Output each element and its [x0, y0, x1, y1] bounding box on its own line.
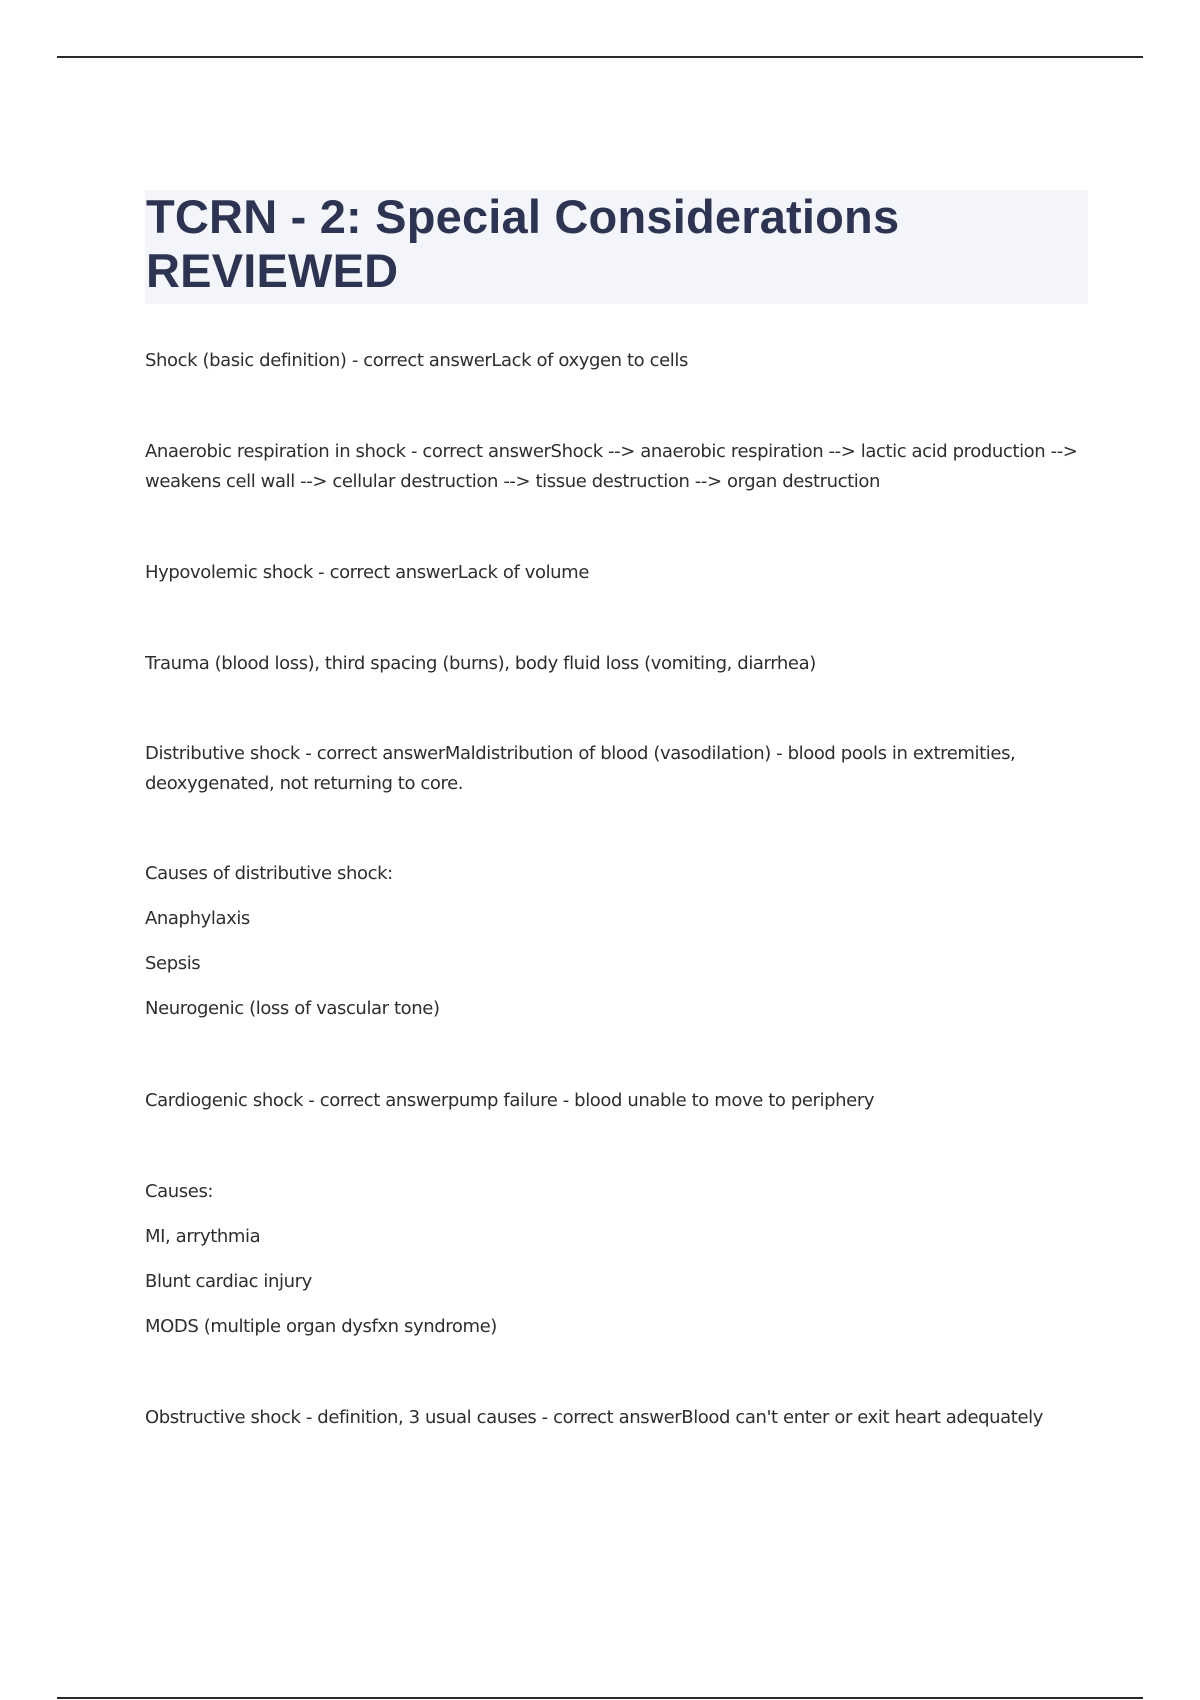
entry-distributive-causes-heading: Causes of distributive shock:: [145, 863, 393, 884]
entry-cause-blunt-cardiac-injury: Blunt cardiac injury: [145, 1271, 312, 1292]
entry-cardiogenic-shock: Cardiogenic shock - correct answerpump failure - blood unable to move to periphery: [145, 1090, 875, 1111]
entry-hypovolemic-shock: Hypovolemic shock - correct answerLack of volume: [145, 562, 589, 583]
entry-cause-mi-arrythmia: MI, arrythmia: [145, 1226, 261, 1247]
entry-obstructive-shock: Obstructive shock - definition, 3 usual causes - correct answerBlood can't enter or exit heart adequately: [145, 1407, 1043, 1428]
entry-distributive-shock: Distributive shock - correct answerMaldistribution of blood (vasodilation) - blood pools in extremities, deoxygenated, not returning to core.: [145, 743, 1016, 794]
document-title: TCRN - 2: Special Considerations REVIEWED: [146, 190, 900, 297]
entry-cause-anaphylaxis: Anaphylaxis: [145, 908, 250, 929]
entry-cause-neurogenic: Neurogenic (loss of vascular tone): [145, 998, 440, 1019]
top-divider: [57, 56, 1143, 58]
entry-cause-sepsis: Sepsis: [145, 953, 201, 974]
entry-shock-definition: Shock (basic definition) - correct answerLack of oxygen to cells: [145, 350, 688, 371]
entry-cause-mods: MODS (multiple organ dysfxn syndrome): [145, 1316, 497, 1337]
entry-anaerobic-respiration: Anaerobic respiration in shock - correct answerShock --> anaerobic respiration --> lactic acid production --> weakens cell wall --> cellular destruction --> tissue destruction --> organ destruction: [145, 441, 1078, 492]
bottom-divider: [57, 1697, 1143, 1699]
entry-hypovolemic-causes: Trauma (blood loss), third spacing (burns), body fluid loss (vomiting, diarrhea): [145, 653, 816, 674]
entry-cardiogenic-causes-heading: Causes:: [145, 1181, 214, 1202]
